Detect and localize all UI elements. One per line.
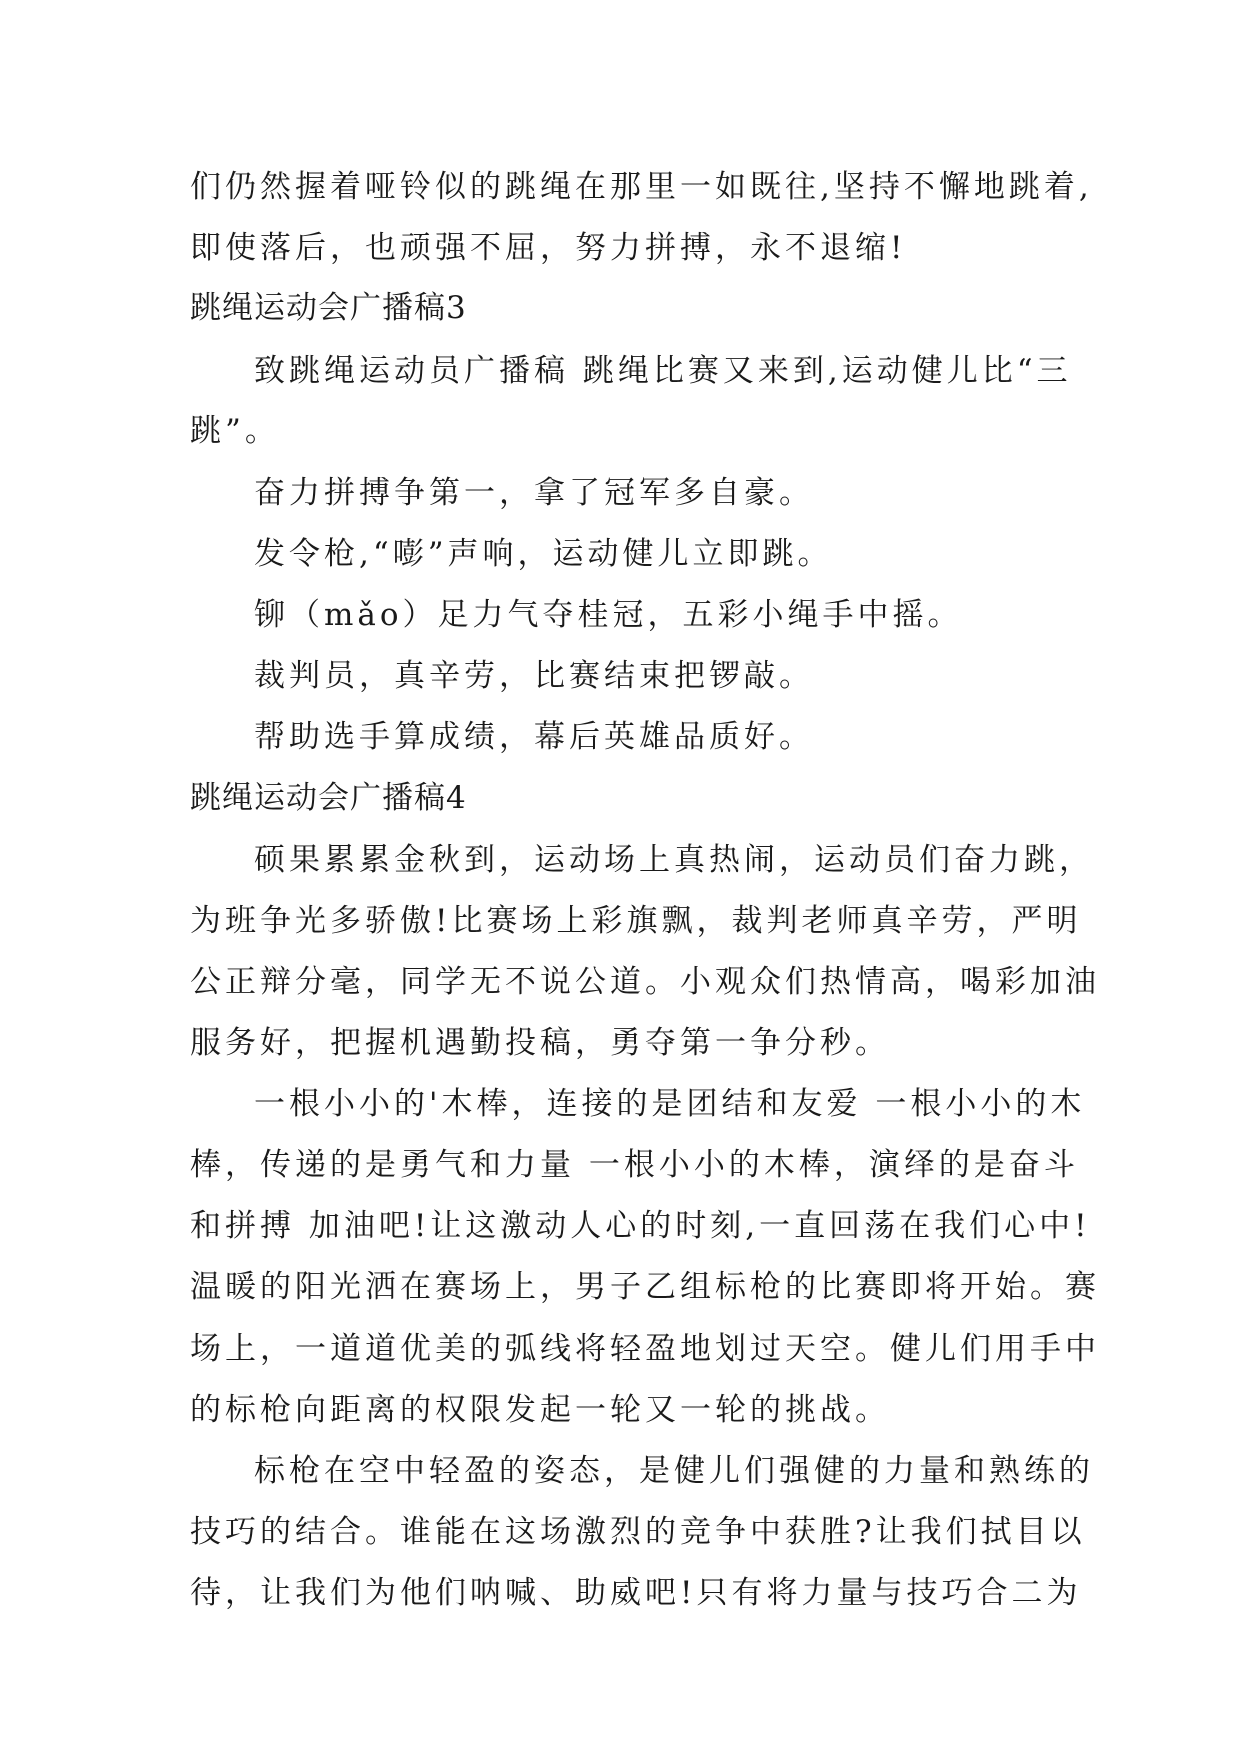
- paragraph-line: 一根小小的'木棒，连接的是团结和友爱 一根小小的木: [254, 1086, 1086, 1122]
- text-line: 为班争光多骄傲!比赛场上彩旗飘，裁判老师真辛劳，严明: [190, 903, 1082, 939]
- paragraph-line: 发令枪,“嘭”声响，运动健儿立即跳。: [254, 536, 833, 572]
- text-line: 们仍然握着哑铃似的跳绳在那里一如既往,坚持不懈地跳着,: [190, 169, 1093, 205]
- text-line: 服务好，把握机遇勤投稿，勇夺第一争分秒。: [190, 1025, 890, 1061]
- paragraph-line: 铆（mǎo）足力气夺桂冠，五彩小绳手中摇。: [254, 597, 963, 633]
- text-line: 场上，一道道优美的弧线将轻盈地划过天空。健儿们用手中: [190, 1331, 1100, 1367]
- text-line: 跳”。: [190, 413, 280, 449]
- paragraph-line: 奋力拼搏争第一，拿了冠军多自豪。: [254, 475, 814, 511]
- text-line: 即使落后，也顽强不屈，努力拼搏，永不退缩!: [190, 230, 907, 266]
- section-heading: 跳绳运动会广播稿4: [190, 780, 467, 816]
- text-line: 的标枪向距离的权限发起一轮又一轮的挑战。: [190, 1392, 890, 1428]
- text-line: 技巧的结合。谁能在这场激烈的竞争中获胜?让我们拭目以: [190, 1514, 1086, 1550]
- paragraph-line: 帮助选手算成绩，幕后英雄品质好。: [254, 719, 814, 755]
- paragraph-line: 硕果累累金秋到，运动场上真热闹，运动员们奋力跳，: [254, 842, 1094, 878]
- section-heading: 跳绳运动会广播稿3: [190, 290, 467, 326]
- text-line: 和拼搏 加油吧!让这激动人心的时刻,一直回荡在我们心中!: [190, 1208, 1091, 1244]
- paragraph-line: 标枪在空中轻盈的姿态，是健儿们强健的力量和熟练的: [254, 1453, 1094, 1489]
- paragraph-line: 致跳绳运动员广播稿 跳绳比赛又来到,运动健儿比“三: [254, 353, 1072, 389]
- text-line: 棒，传递的是勇气和力量 一根小小的木棒，演绎的是奋斗: [190, 1147, 1079, 1183]
- text-line: 公正辩分毫，同学无不说公道。小观众们热情高，喝彩加油: [190, 964, 1100, 1000]
- text-line: 温暖的阳光洒在赛场上，男子乙组标枪的比赛即将开始。赛: [190, 1269, 1100, 1305]
- paragraph-line: 裁判员，真辛劳，比赛结束把锣敲。: [254, 658, 814, 694]
- text-line: 待，让我们为他们呐喊、助威吧!只有将力量与技巧合二为: [190, 1575, 1082, 1611]
